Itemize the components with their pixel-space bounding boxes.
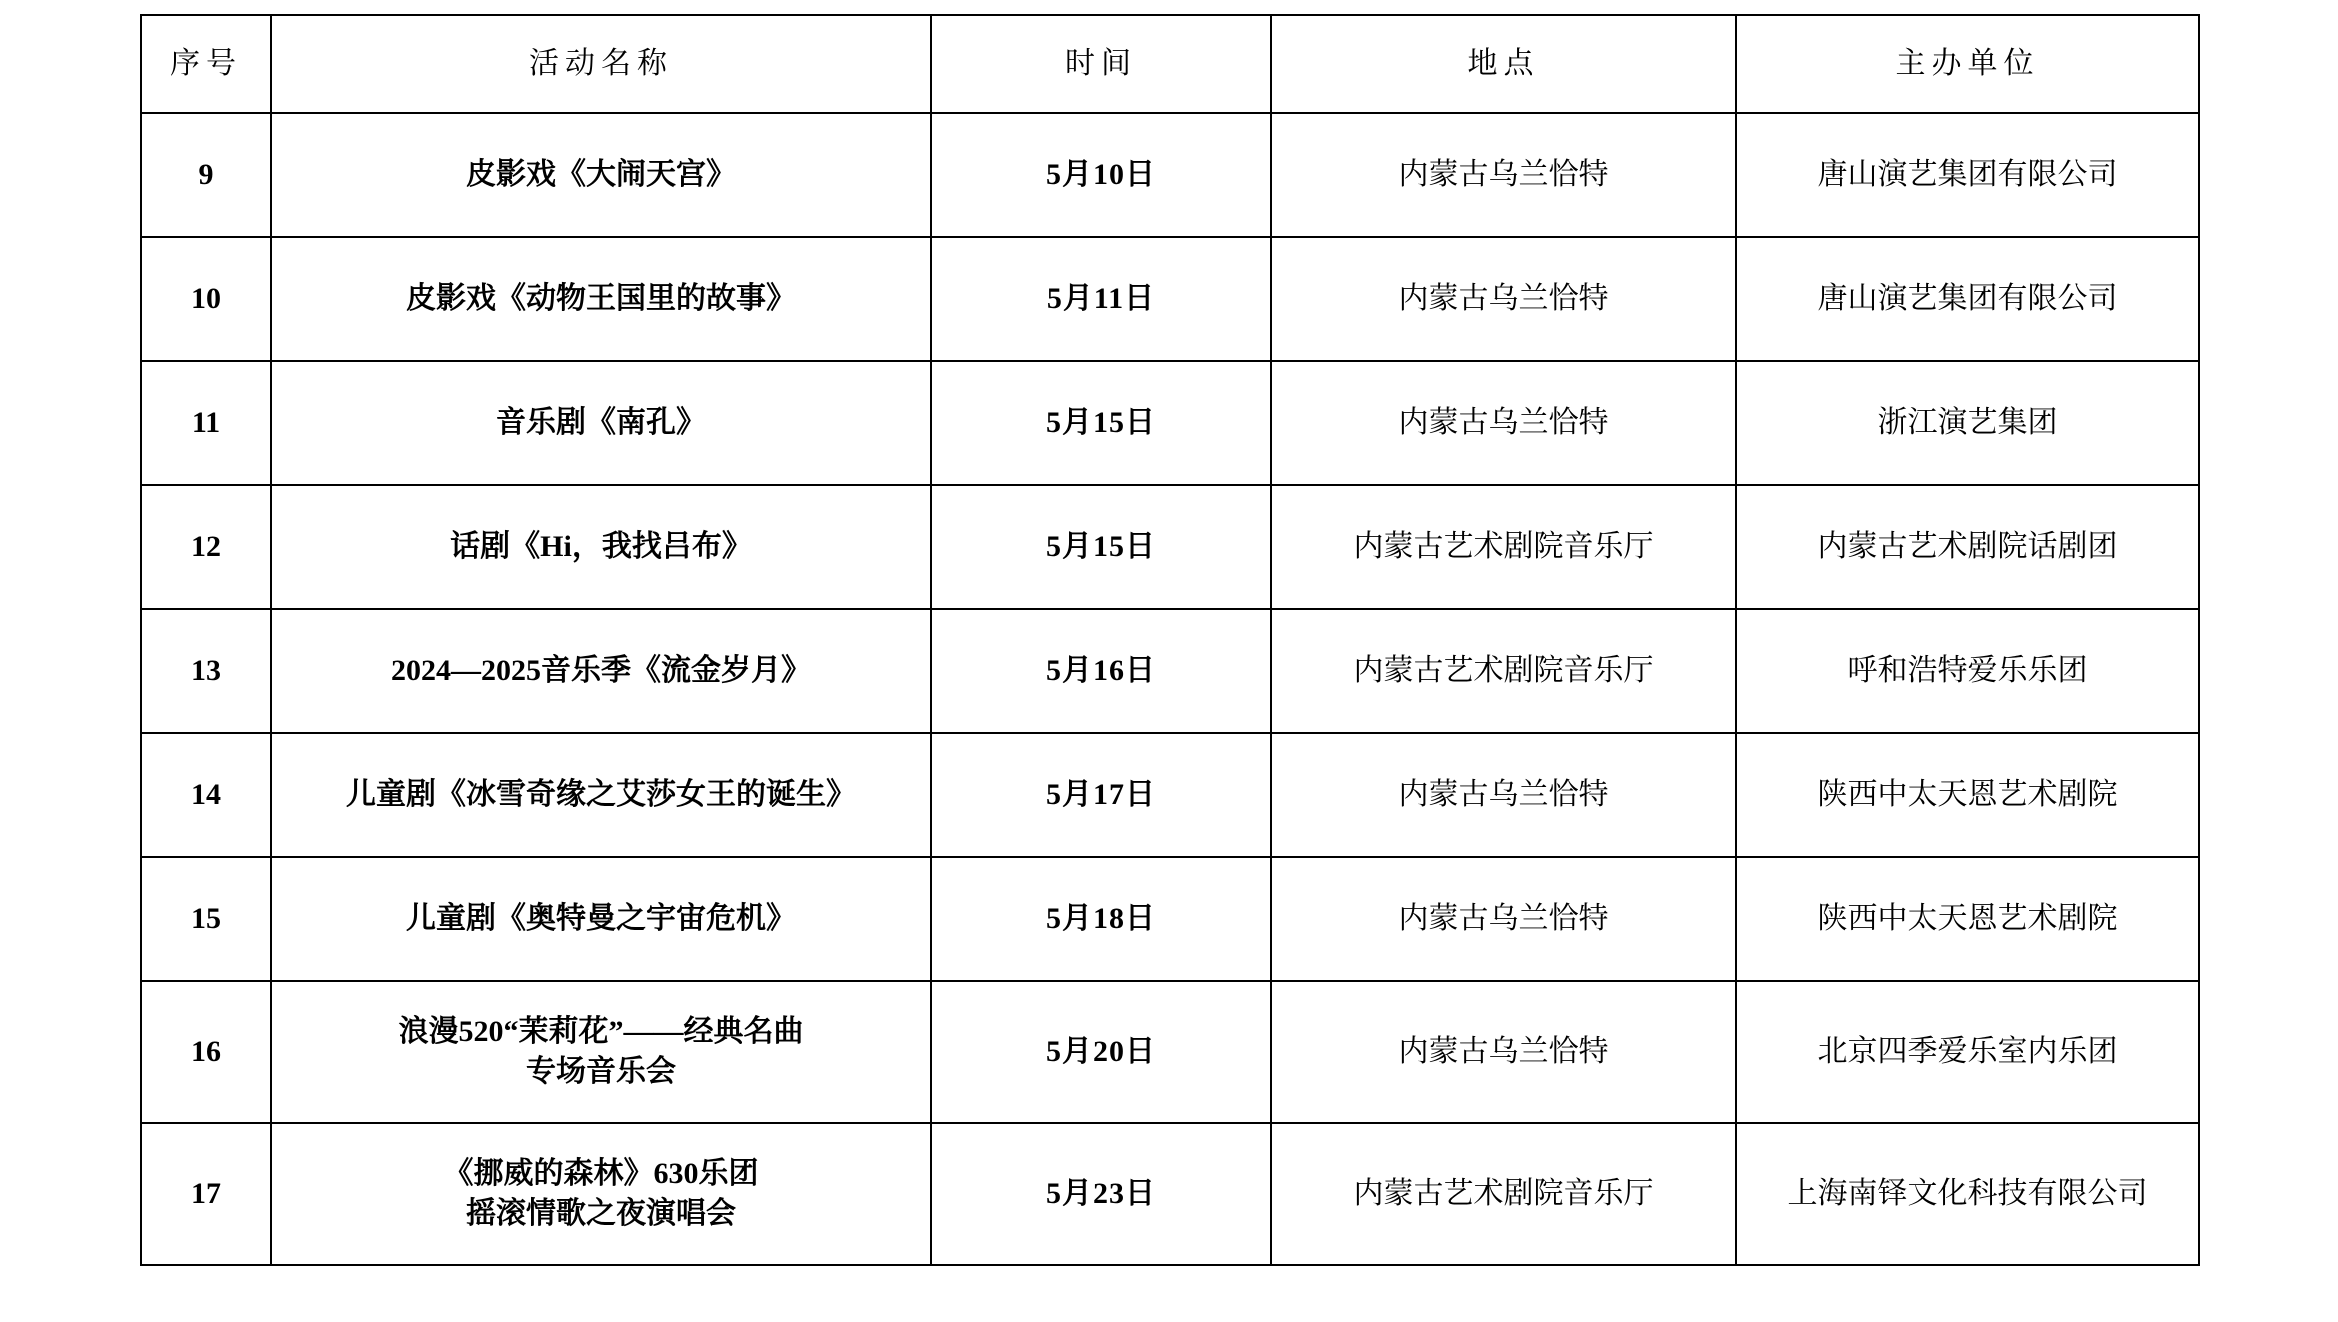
column-header-index: 序号 [141,15,271,113]
cell-place: 内蒙古乌兰恰特 [1271,857,1736,981]
cell-name-line: 儿童剧《奥特曼之宇宙危机》 [406,901,796,935]
cell-index: 11 [141,361,271,485]
cell-name [271,981,931,1123]
cell-place: 内蒙古艺术剧院音乐厅 [1271,485,1736,609]
cell-name [271,1123,931,1265]
cell-org: 上海南铎文化科技有限公司 [1736,1123,2199,1265]
cell-name-line: 皮影戏《大闹天宫》 [466,157,736,191]
cell-place: 内蒙古艺术剧院音乐厅 [1271,609,1736,733]
cell-time: 5月23日 [931,1123,1271,1265]
column-header-time: 时间 [931,15,1271,113]
table-row [141,609,2199,733]
cell-org: 唐山演艺集团有限公司 [1736,113,2199,237]
cell-place: 内蒙古乌兰恰特 [1271,981,1736,1123]
cell-index: 13 [141,609,271,733]
cell-org: 呼和浩特爱乐乐团 [1736,609,2199,733]
cell-name [271,361,931,485]
cell-place: 内蒙古艺术剧院音乐厅 [1271,1123,1736,1265]
cell-org: 浙江演艺集团 [1736,361,2199,485]
cell-time: 5月11日 [931,237,1271,361]
cell-index: 12 [141,485,271,609]
cell-place: 内蒙古乌兰恰特 [1271,361,1736,485]
cell-time: 5月16日 [931,609,1271,733]
cell-name [271,609,931,733]
table-row [141,361,2199,485]
column-header-name: 活动名称 [271,15,931,113]
table-row [141,113,2199,237]
cell-time: 5月17日 [931,733,1271,857]
cell-name [271,485,931,609]
column-header-place: 地点 [1271,15,1736,113]
cell-index: 9 [141,113,271,237]
cell-name [271,237,931,361]
table-row [141,1123,2199,1265]
cell-name [271,857,931,981]
cell-org: 唐山演艺集团有限公司 [1736,237,2199,361]
cell-org: 陕西中太天恩艺术剧院 [1736,733,2199,857]
cell-org: 北京四季爱乐室内乐团 [1736,981,2199,1123]
cell-time: 5月15日 [931,361,1271,485]
cell-name [271,113,931,237]
table-row [141,485,2199,609]
cell-place: 内蒙古乌兰恰特 [1271,237,1736,361]
cell-time: 5月18日 [931,857,1271,981]
cell-name-line: 话剧《Hi，我找吕布》 [450,529,752,563]
cell-org: 内蒙古艺术剧院话剧团 [1736,485,2199,609]
cell-name-line: 《挪威的森林》630乐团 [443,1156,759,1190]
cell-name-line: 音乐剧《南孔》 [496,405,706,439]
cell-place: 内蒙古乌兰恰特 [1271,113,1736,237]
table-row [141,237,2199,361]
column-header-org: 主办单位 [1736,15,2199,113]
cell-place: 内蒙古乌兰恰特 [1271,733,1736,857]
table-body [141,113,2199,1265]
cell-index: 14 [141,733,271,857]
table-header [141,15,2199,113]
cell-name-line: 儿童剧《冰雪奇缘之艾莎女王的诞生》 [346,777,856,811]
table-row [141,733,2199,857]
cell-name-line: 2024—2025音乐季《流金岁月》 [391,653,811,687]
schedule-table [140,14,2200,1266]
table-row [141,857,2199,981]
cell-time: 5月10日 [931,113,1271,237]
cell-name-line: 浪漫520“茉莉花”——经典名曲 [398,1014,804,1048]
cell-index: 15 [141,857,271,981]
cell-name [271,733,931,857]
cell-name-line: 皮影戏《动物王国里的故事》 [406,281,796,315]
cell-time: 5月15日 [931,485,1271,609]
cell-time: 5月20日 [931,981,1271,1123]
table-header-row [141,15,2199,113]
table-row [141,981,2199,1123]
cell-org: 陕西中太天恩艺术剧院 [1736,857,2199,981]
cell-index: 10 [141,237,271,361]
schedule-table-container [140,14,2198,1266]
cell-index: 17 [141,1123,271,1265]
cell-name-line: 专场音乐会 [526,1055,676,1088]
cell-name-line: 摇滚情歌之夜演唱会 [466,1197,736,1230]
cell-index: 16 [141,981,271,1123]
